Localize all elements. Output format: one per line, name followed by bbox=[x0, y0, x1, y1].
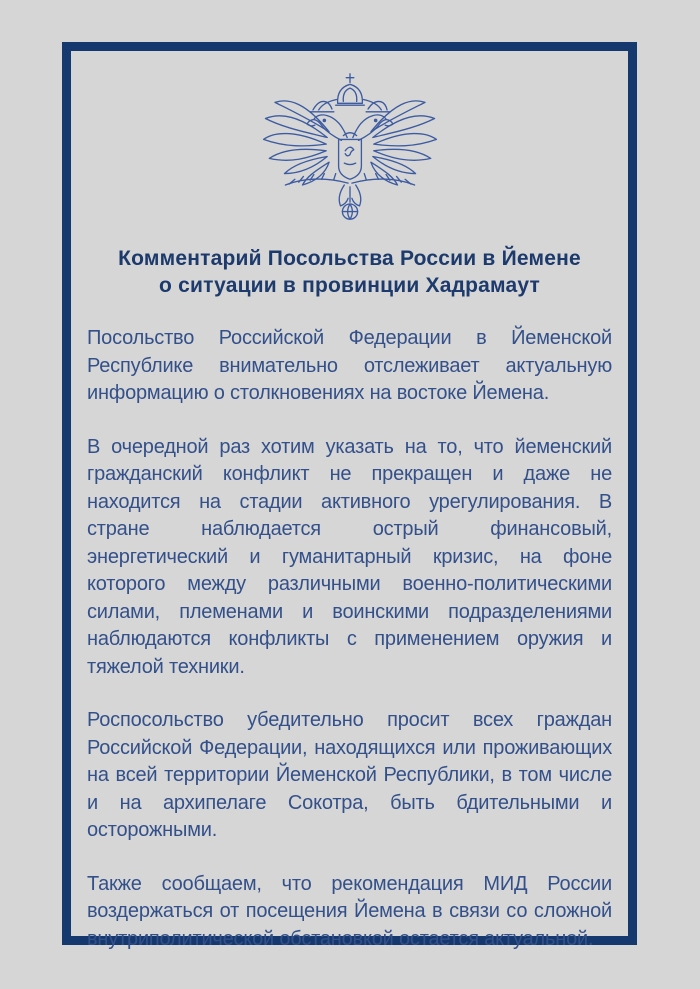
statement-body bbox=[87, 325, 612, 953]
page-title bbox=[87, 245, 612, 299]
statement-paragraph: Роспосольство убедительно просит всех граждан Российской Федерации, находящихся или проживающих на всей территории Йеменской Республики, в том числе и на архипелаге Сокотра, быть бдительными и осторожными. bbox=[87, 709, 612, 841]
russia-coat-of-arms-icon bbox=[254, 71, 446, 223]
statement-content bbox=[71, 51, 628, 950]
statement-paragraph: Также сообщаем, что рекомендация МИД России воздержаться от посещения Йемена в связи со сложной внутриполитической обстановкой остается актуальной. bbox=[87, 872, 612, 950]
statement-border-frame bbox=[62, 42, 637, 950]
statement-paragraph: В очередной раз хотим указать на то, что йеменский гражданский конфликт не прекращен и даже не находится на стадии активного урегулирования. В стране наблюдается острый финансовый, энергетический и гуманитарный кризис, на фоне которого между различными военно-политическими силами, племенами и воинскими подразделениями наблюдаются конфликты с применением оружия и тяжелой техники. bbox=[87, 435, 612, 678]
page-title-line2: о ситуации в провинции Хадрамаут bbox=[159, 274, 540, 297]
page-title-line1: Комментарий Посольства России в Йемене bbox=[118, 247, 581, 270]
statement-paragraph: Посольство Российской Федерации в Йеменской Республике внимательно отслеживает актуальную информацию о столкновениях на востоке Йемена. bbox=[87, 327, 612, 404]
